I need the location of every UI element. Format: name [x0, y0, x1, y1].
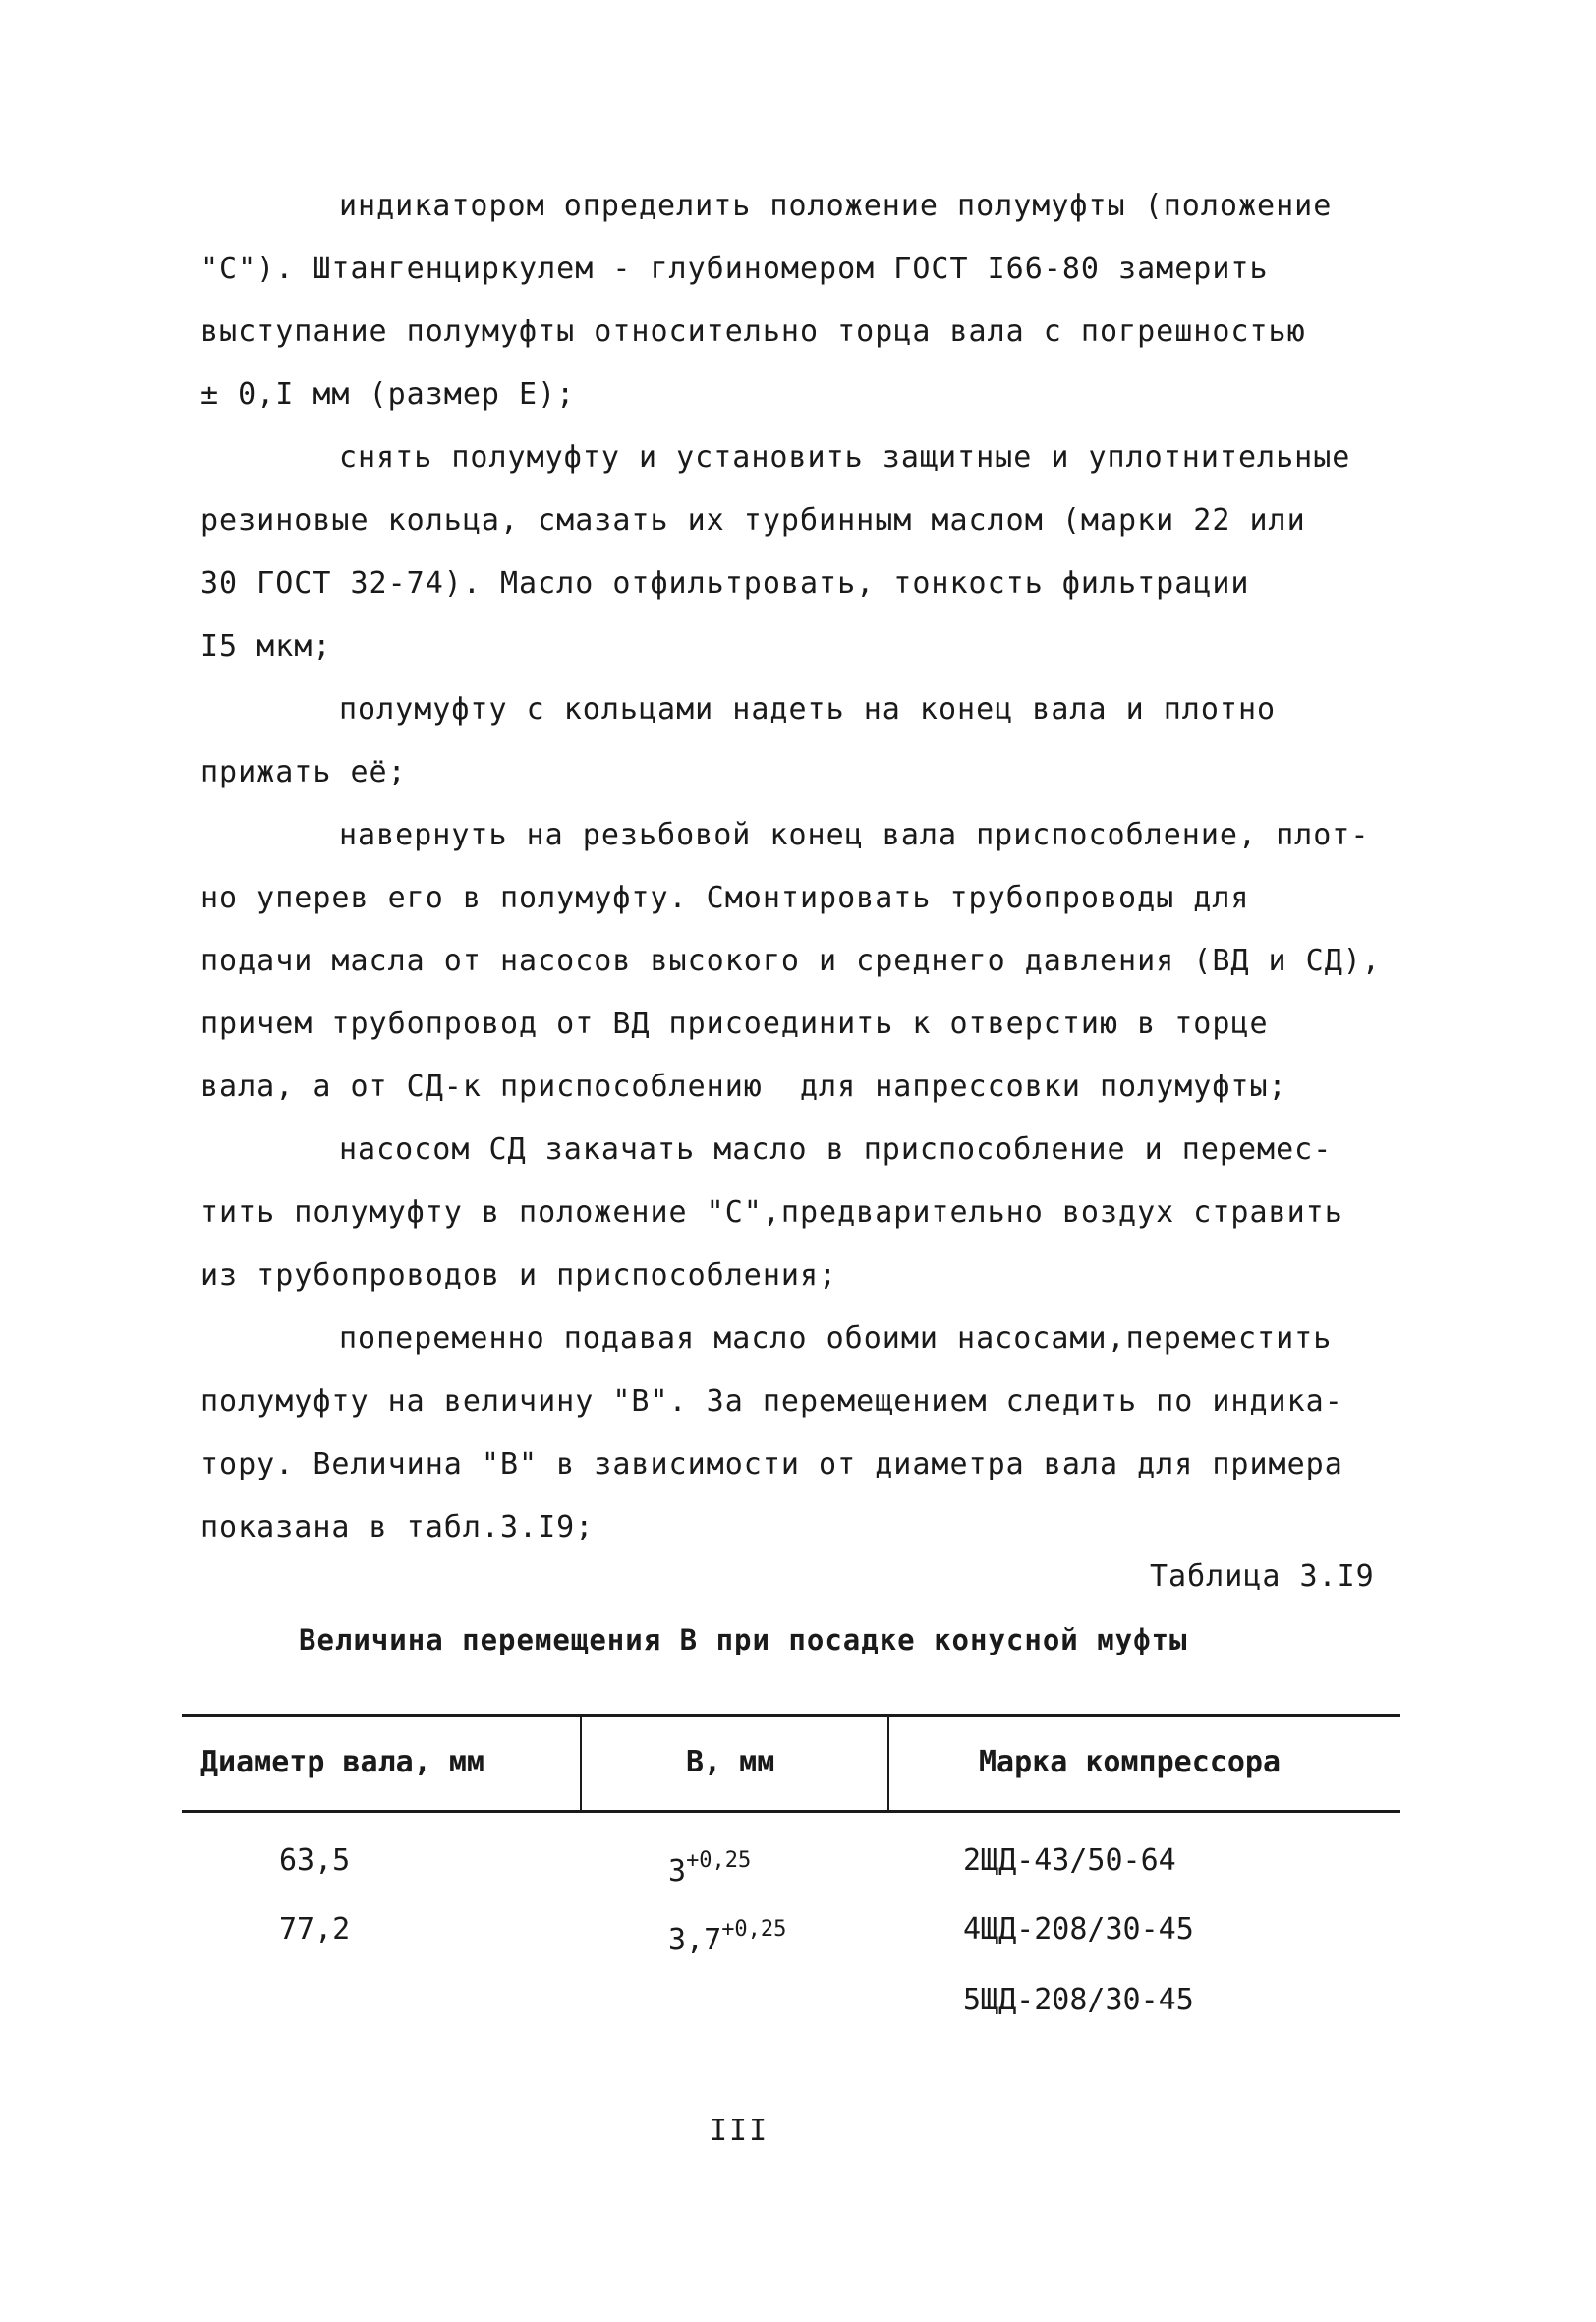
text-line: полумуфту с кольцами надеть на конец вала и плотно — [339, 692, 1277, 726]
table-header-brand: Марка компрессора — [979, 1745, 1282, 1779]
text-line: из трубопроводов и приспособления; — [200, 1258, 838, 1293]
text-line: вала, а от СД-к приспособлению для напрессовки полумуфты; — [200, 1070, 1287, 1104]
text-line: 30 ГОСТ 32-74). Масло отфильтровать, тонкость фильтрации — [200, 566, 1250, 601]
page-number: III — [710, 2114, 770, 2148]
text-line: попеременно подавая масло обоими насосами,переместить — [339, 1321, 1333, 1356]
text-line: прижать её; — [200, 755, 407, 789]
table-cell-brand: 4ЩД-208/30-45 — [963, 1912, 1194, 1946]
text-line: но уперев его в полумуфту. Смонтировать трубопроводы для — [200, 881, 1250, 915]
table-header-diameter: Диаметр вала, мм — [200, 1745, 484, 1779]
text-line: навернуть на резьбовой конец вала приспособление, плот- — [339, 818, 1370, 852]
table-cell-brand: 5ЩД-208/30-45 — [963, 1983, 1194, 2017]
table-cell-diameter: 77,2 — [279, 1912, 351, 1946]
text-line: ± 0,I мм (размер Е); — [200, 377, 576, 412]
table-cell-brand: 2ЩД-43/50-64 — [963, 1843, 1176, 1878]
text-line: снять полумуфту и установить защитные и уплотнительные — [339, 440, 1351, 475]
table-header-b: В, мм — [686, 1745, 775, 1779]
text-line: "С"). Штангенциркулем - глубиномером ГОСТ I66-80 замерить — [200, 252, 1269, 286]
table-cell-b — [668, 1841, 751, 1891]
text-line: причем трубопровод от ВД присоединить к отверстию в торце — [200, 1007, 1269, 1041]
text-line: показана в табл.3.I9; — [200, 1510, 595, 1544]
text-line: полумуфту на величину "В". За перемещением следить по индика- — [200, 1384, 1343, 1419]
table-column-divider — [887, 1714, 889, 1812]
text-line: насосом СД закачать масло в приспособление и перемес- — [339, 1132, 1333, 1167]
table-header-rule — [182, 1810, 1400, 1813]
table-title: Величина перемещения В при посадке конусной муфты — [299, 1623, 1188, 1656]
table-top-rule — [182, 1714, 1400, 1717]
text-line: тору. Величина "В" в зависимости от диаметра вала для примера — [200, 1447, 1343, 1481]
text-line: резиновые кольца, смазать их турбинным маслом (марки 22 или — [200, 503, 1306, 538]
table-column-divider — [580, 1714, 582, 1812]
table-label: Таблица 3.I9 — [1150, 1559, 1375, 1594]
text-line: индикатором определить положение полумуфты (положение — [339, 189, 1333, 223]
text-line: подачи масла от насосов высокого и среднего давления (ВД и СД), — [200, 944, 1381, 978]
text-line: I5 мкм; — [200, 629, 332, 664]
table-cell-diameter: 63,5 — [279, 1843, 351, 1878]
table-cell-b — [668, 1910, 786, 1960]
b-value: 3,7 — [668, 1923, 722, 1957]
b-tolerance: +0,25 — [721, 1917, 787, 1942]
text-line: тить полумуфту в положение "С",предварительно воздух стравить — [200, 1195, 1343, 1230]
b-tolerance: +0,25 — [686, 1848, 752, 1873]
text-line: выступание полумуфты относительно торца вала с погрешностью — [200, 315, 1306, 349]
b-value: 3 — [668, 1854, 687, 1888]
